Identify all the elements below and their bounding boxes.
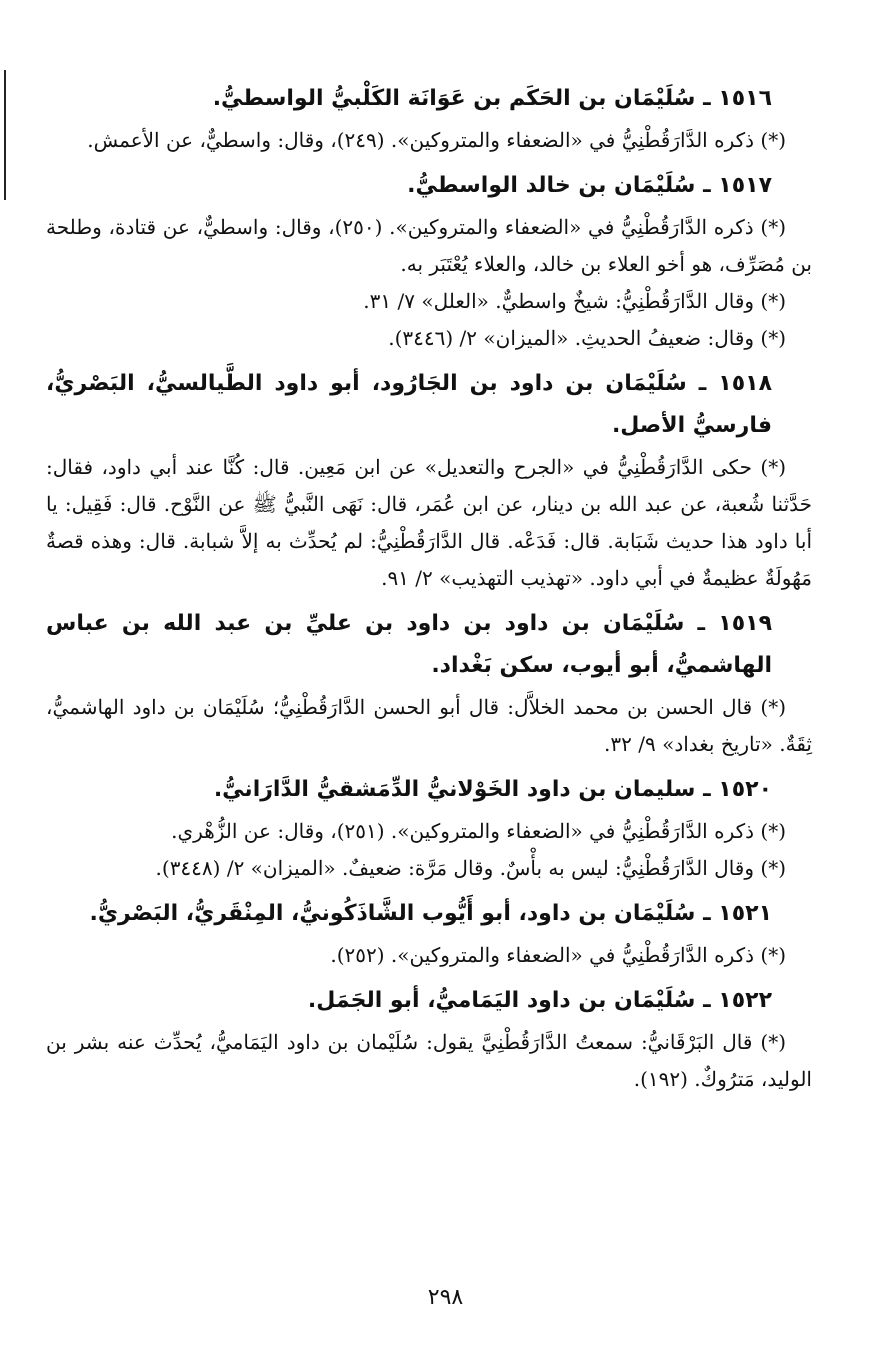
entry-text-1519: (*) قال الحسن بن محمد الخلاَّل: قال أبو الحسن الدَّارَقُطْنِيُّ؛ سُلَيْمَان بن داود الهاشميُّ، ثِقَةٌ. «تاريخ بغداد» ٩/ ٣٢. [46, 695, 812, 756]
entry-text-1520-a: (*) ذكره الدَّارَقُطْنِيُّ في «الضعفاء والمتروكين». (٢٥١)، وقال: عن الزُّهْري. [171, 819, 786, 843]
entry-text-1517-b: (*) وقال الدَّارَقُطْنِيُّ: شيخٌ واسطيٌّ. «العلل» ٧/ ٣١. [363, 289, 786, 313]
page-content [46, 72, 812, 1098]
entry-heading-1521: ١٥٢١ ـ سُلَيْمَان بن داود، أبو أَيُّوب الشَّاذَكُونيُّ، المِنْقَريُّ، البَصْريُّ. [89, 901, 772, 926]
entry-heading-1518: ١٥١٨ ـ سُلَيْمَان بن داود بن الجَارُود، أبو داود الطَّيالسيُّ، البَصْريُّ، فارسيُّ الأصل. [46, 371, 772, 438]
page-number: ٢٩٨ [427, 1285, 464, 1310]
entry-text-1516: (*) ذكره الدَّارَقُطْنِيُّ في «الضعفاء والمتروكين». (٢٤٩)، وقال: واسطيٌّ، عن الأعمش. [87, 128, 786, 152]
entry-text-1521: (*) ذكره الدَّارَقُطْنِيُّ في «الضعفاء والمتروكين». (٢٥٢). [330, 943, 786, 967]
entry-heading-1516: ١٥١٦ ـ سُلَيْمَان بن الحَكَم بن عَوَانَة الكَلْبيُّ الواسطيُّ. [212, 86, 772, 111]
entry-heading-1519: ١٥١٩ ـ سُلَيْمَان بن داود بن داود بن عليِّ بن عبد الله بن عباس الهاشميُّ، أبو أيوب، سكن بَغْداد. [46, 611, 772, 678]
scan-edge-line [4, 70, 6, 200]
entry-text-1520-b: (*) وقال الدَّارَقُطْنِيُّ: ليس به بأْسٌ. وقال مَرَّة: ضعيفٌ. «الميزان» ٢/ (٣٤٤٨). [155, 856, 786, 880]
entry-text-1517-a: (*) ذكره الدَّارَقُطْنِيُّ في «الضعفاء والمتروكين». (٢٥٠)، وقال: واسطيٌّ، عن قتادة، وطلحة بن مُصَرِّف، هو أخو العلاء بن خالد، والعلاء يُعْتَبَر به. [46, 215, 812, 276]
entry-text-1517-c: (*) وقال: ضعيفُ الحديثِ. «الميزان» ٢/ (٣٤٤٦). [388, 326, 786, 350]
entry-heading-1520: ١٥٢٠ ـ سليمان بن داود الخَوْلانيُّ الدِّمَشقيُّ الدَّارَانيُّ. [213, 777, 772, 802]
entry-text-1522: (*) قال البَرْقَانيُّ: سمعتُ الدَّارَقُطْنِيَّ يقول: سُلَيْمان بن داود اليَمَاميُّ، يُحدِّث عنه بشر بن الوليد، مَترُوكٌ. (١٩٢). [46, 1030, 812, 1091]
entry-heading-1517: ١٥١٧ ـ سُلَيْمَان بن خالد الواسطيُّ. [407, 173, 772, 198]
entry-text-1518: (*) حكى الدَّارَقُطْنِيُّ في «الجرح والتعديل» عن ابن مَعِين. قال: كُنَّا عند أبي داود، فقال: حَدَّثنا شُعبة، عن عبد الله بن دينار، عن ابن عُمَر، قال: نَهَى النَّبيُّ ﷺ عن النَّوْح. قال: فَقِيل: يا أبا داود هذا حديث شَبَابة. قال: فَدَعْه. قال الدَّارَقُطْنِيُّ: لم يُحدِّث به إلاَّ شبابة. قال: وهذه قصةٌ مَهُولَةٌ عظيمةٌ في أبي داود. «تهذيب التهذيب» ٢/ ٩١. [46, 455, 812, 590]
entry-heading-1522: ١٥٢٢ ـ سُلَيْمَان بن داود اليَمَاميُّ، أبو الجَمَل. [307, 988, 772, 1013]
